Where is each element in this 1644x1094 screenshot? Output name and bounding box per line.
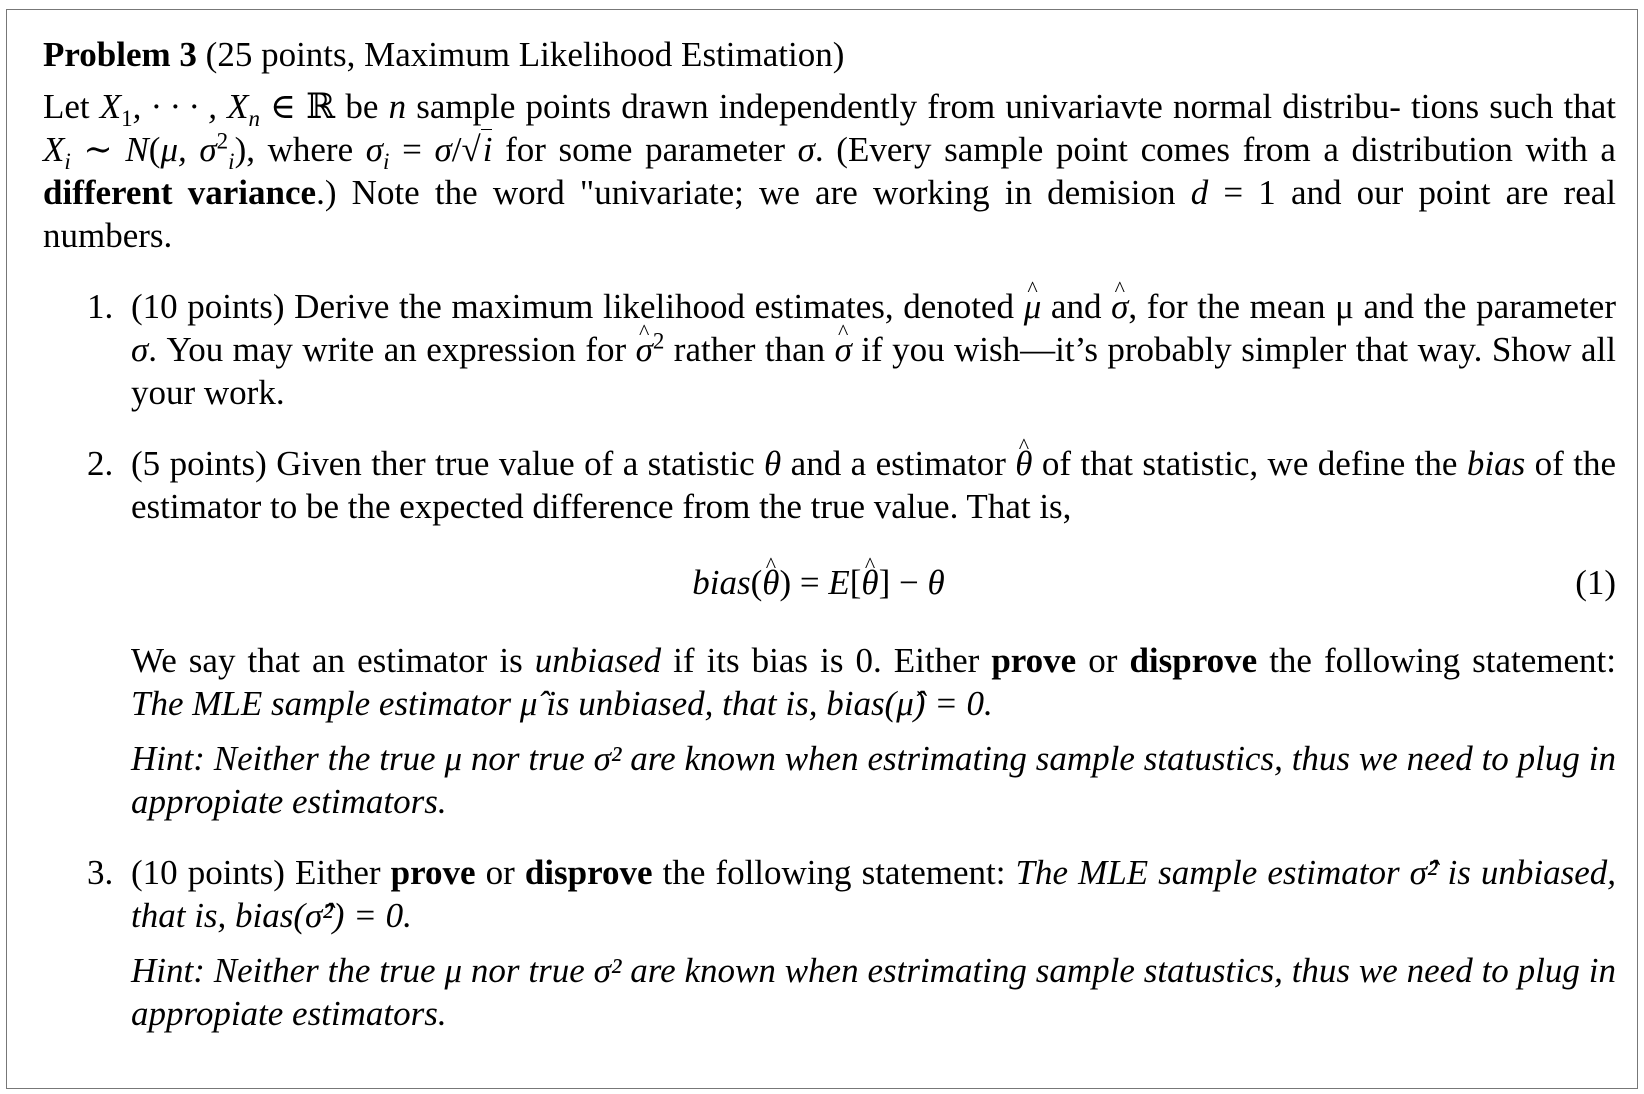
item-text: and: [1041, 287, 1112, 326]
item-text: (10 points) Derive the maximum likelihood estimates, denoted: [131, 287, 1024, 326]
item-text: or: [475, 853, 525, 892]
hint-text: Hint: Neither the true μ nor true σ² are known when estrimating sample statustics, thus we need to plug in appropiate estimators.: [131, 739, 1616, 821]
item-text-block: [131, 639, 1616, 725]
intro-text: , where: [246, 130, 366, 169]
math-expr: $\sigma_i$: [365, 130, 390, 174]
item-text: (10 points) Either: [131, 853, 391, 892]
term-bias: bias: [1466, 444, 1526, 483]
item-text-block: [131, 851, 1616, 937]
subproblem-2: [43, 442, 1616, 823]
emphasis-disprove: disprove: [524, 853, 653, 892]
item-text: We say that an estimator is: [131, 641, 535, 680]
subproblem-list: [43, 285, 1616, 1035]
item-text: or: [1076, 641, 1130, 680]
problem-content: [43, 33, 1616, 1035]
term-unbiased: unbiased: [534, 641, 662, 680]
item-text: the following statement:: [652, 853, 1016, 892]
subproblem-3: [43, 851, 1616, 1035]
emphasis-disprove: disprove: [1129, 641, 1258, 680]
emphasis-prove: prove: [991, 641, 1077, 680]
item-text: (5 points) Given ther true value of a statistic: [131, 444, 765, 483]
item-text: . You may write an expression for: [148, 330, 636, 369]
intro-text: for some parameter: [492, 130, 798, 169]
math-expr: N: [125, 130, 149, 169]
intro-text: . (Every sample point comes from a distribution with a: [814, 130, 1616, 169]
equation-number: (1): [1575, 563, 1616, 602]
statement-text: The MLE sample estimator μ̂ is unbiased, that is, bias(μ̂) = 0.: [131, 684, 993, 723]
item-number: 1.: [87, 287, 114, 326]
problem-subtitle: (25 points, Maximum Likelihood Estimation): [205, 35, 845, 74]
intro-text: .) Note the word "univariate; we are working in demision: [316, 173, 1191, 212]
math-d: d: [1190, 173, 1209, 212]
math-expr: $X_1$, · · · , $X_n$: [99, 87, 260, 131]
item-text: , for the mean μ and the parameter: [1128, 287, 1616, 326]
item-text: rather than: [664, 330, 835, 369]
item-number: 3.: [87, 853, 114, 892]
equation-1: bias(θ ^) = E[θ ^] − θ (1): [131, 561, 1616, 605]
item-text: if you wish—it’s probably simpler that way. Show all your work.: [131, 330, 1616, 412]
intro-text: sample points drawn independently from univariavte normal distribu- tions such that: [406, 87, 1616, 126]
intro-text: = 1 and our point are real numbers.: [43, 173, 1616, 255]
intro-text: be: [335, 87, 389, 126]
subproblem-1: 1. (10 points) Derive the maximum likelihood estimates, denoted μ ^ and σ ^, for the mean μ and the parameter σ. You may write an expression for σ ^$^2$ rather than σ ^ if you wish—it’s probably simpler that way. Show all your work.: [43, 285, 1616, 414]
item-text-block: (5 points) Given ther true value of a statistic θ and a estimator θ ^ of that statistic, we define the bias of the estimator to be the expected difference from the true value. That is,: [131, 442, 1616, 528]
item-text: the following statement:: [1257, 641, 1616, 680]
hint-text: Hint: Neither the true μ nor true σ² are known when estrimating sample statustics, thus we need to plug in appropiate estimators.: [131, 951, 1616, 1033]
item-number: 2.: [87, 444, 114, 483]
item-text: if its bias is 0. Either: [661, 641, 992, 680]
item-text: of the estimator to be the expected difference from the true value. That is,: [131, 444, 1616, 526]
statement-text: The MLE sample estimator σ̂² is unbiased, that is, bias(σ̂²) = 0.: [131, 853, 1617, 935]
item-text: of that statistic, we define the: [1032, 444, 1467, 483]
problem-intro: Let $X_1$, · · · , $X_n$ ∈ ℝ be n sample points drawn independently from univariavte normal distribu- tions such that $X_i$ ∼ N(μ, $\sigma^2_i$), where $\sigma_i = \sigma/√i$ for some parameter σ. (Every sample point comes from a distribution with a different variance.) Note the word "univariate; we are working in demision d = 1 and our point are real numbers.: [43, 87, 1616, 255]
item-text: and a estimator: [781, 444, 1016, 483]
emphasis-different-variance: different variance: [43, 173, 317, 212]
problem-heading: [43, 33, 1616, 76]
intro-text: Let: [43, 87, 100, 126]
math-n: n: [388, 87, 407, 126]
emphasis-prove: prove: [390, 853, 476, 892]
math-expr: $X_i$: [43, 130, 71, 174]
problem-title: Problem 3: [43, 35, 197, 74]
